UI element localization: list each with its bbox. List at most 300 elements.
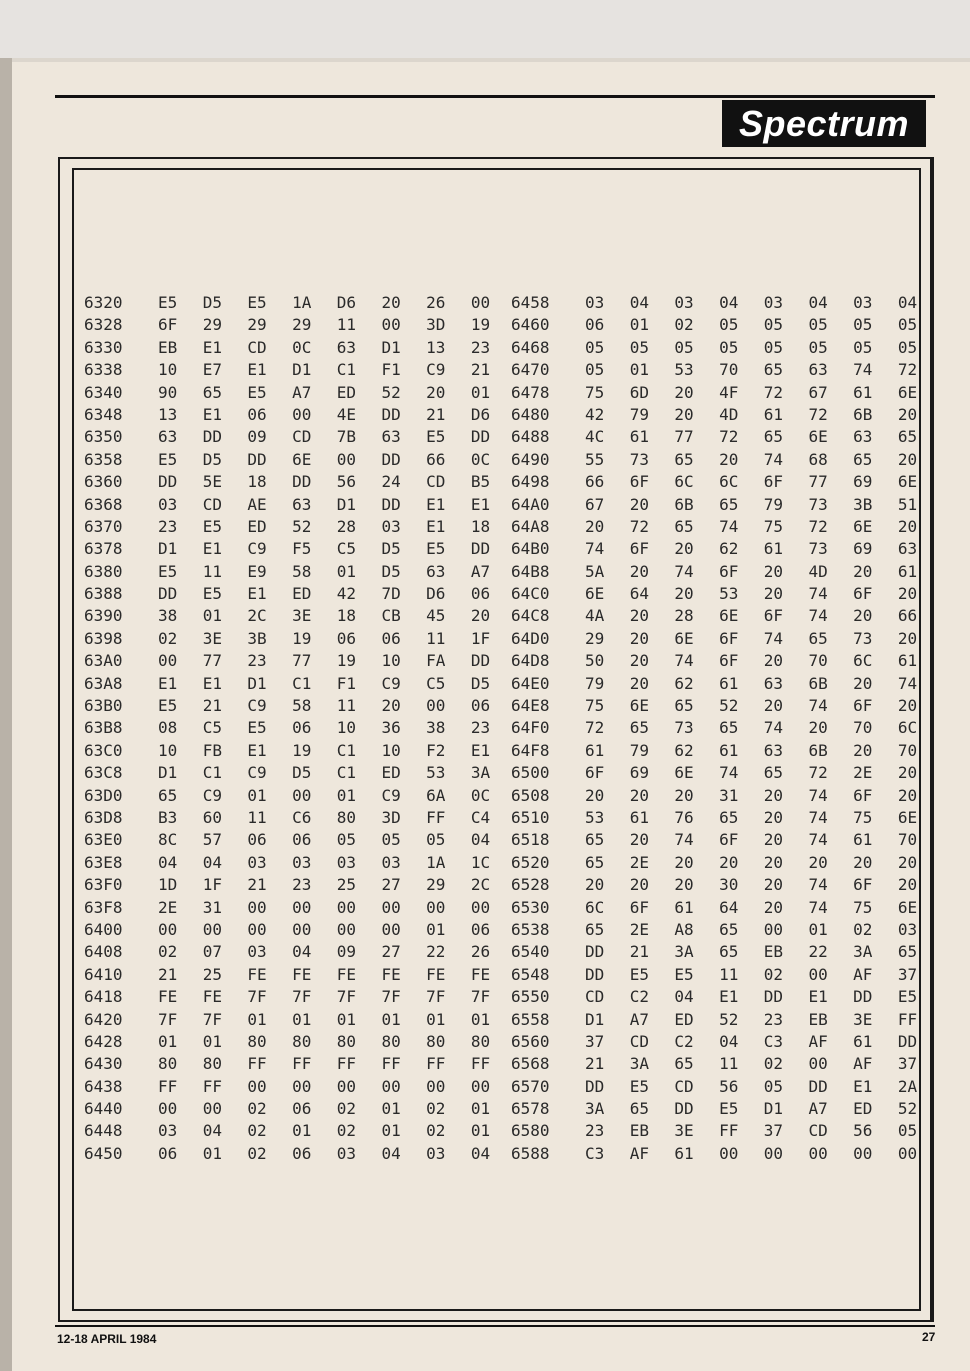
hex-byte: 06 xyxy=(292,1143,312,1163)
hex-byte: 70 xyxy=(853,718,873,738)
hex-byte: 29 xyxy=(247,315,267,335)
hex-address: 64C8 xyxy=(511,606,550,626)
hex-byte: E5 xyxy=(247,293,267,312)
hex-byte: 6F xyxy=(719,628,739,648)
hex-address: 6340 xyxy=(84,382,123,402)
hex-row xyxy=(511,426,943,448)
hex-byte: 4A xyxy=(585,606,605,626)
hex-row xyxy=(84,785,516,807)
hex-row xyxy=(511,449,943,471)
hex-byte: 22 xyxy=(426,942,446,962)
hex-byte: 20 xyxy=(763,651,784,671)
hex-byte: 75 xyxy=(585,696,605,716)
hex-byte: ED xyxy=(292,584,312,604)
hex-byte: 00 xyxy=(719,1143,739,1163)
hex-address: 6350 xyxy=(84,427,123,447)
hex-byte: 74 xyxy=(808,785,828,805)
hex-byte: 80 xyxy=(336,807,357,827)
hex-byte: 04 xyxy=(470,830,491,850)
hex-byte: 19 xyxy=(336,651,357,671)
hex-row xyxy=(84,628,516,650)
hex-byte: 11 xyxy=(202,561,222,581)
hex-byte: DD xyxy=(853,987,873,1007)
hex-byte: 05 xyxy=(853,337,873,357)
hex-byte: 00 xyxy=(292,919,312,939)
hex-byte: 18 xyxy=(336,606,357,626)
hex-byte: 27 xyxy=(381,875,401,895)
hex-byte: 03 xyxy=(381,852,401,872)
hex-row xyxy=(84,561,516,583)
hex-byte: 63 xyxy=(897,539,918,559)
hex-byte: CD xyxy=(292,427,312,447)
hex-byte: 01 xyxy=(470,382,491,402)
hex-byte: 75 xyxy=(853,897,873,917)
hex-row xyxy=(84,852,516,874)
hex-byte: C9 xyxy=(247,539,267,559)
hex-byte: 63 xyxy=(763,673,784,693)
hex-byte: E5 xyxy=(158,561,178,581)
hex-byte: 65 xyxy=(202,382,222,402)
hex-byte: 00 xyxy=(763,919,784,939)
hex-byte: 03 xyxy=(247,942,267,962)
hex-byte: D1 xyxy=(763,1099,784,1119)
hex-byte: 04 xyxy=(674,987,694,1007)
hex-byte: 01 xyxy=(381,1099,401,1119)
hex-address: 64F8 xyxy=(511,740,550,760)
hex-byte: 20 xyxy=(674,785,694,805)
hex-byte: FE xyxy=(247,964,267,984)
hex-byte: 00 xyxy=(292,1076,312,1096)
hex-byte: 79 xyxy=(629,404,649,424)
hex-address: 6508 xyxy=(511,785,550,805)
hex-byte: 20 xyxy=(381,696,401,716)
hex-byte: 19 xyxy=(470,315,491,335)
hex-byte: 2E xyxy=(629,919,649,939)
hex-byte: 7F xyxy=(336,987,357,1007)
hex-byte: 72 xyxy=(719,427,739,447)
hex-byte: DD xyxy=(381,404,401,424)
hex-byte: 28 xyxy=(336,516,357,536)
hex-row xyxy=(511,852,943,874)
hex-byte: 20 xyxy=(629,875,649,895)
hex-byte: 03 xyxy=(336,1143,357,1163)
hex-byte: 61 xyxy=(763,404,784,424)
hex-byte: 00 xyxy=(897,1143,918,1163)
hex-byte: 6F xyxy=(853,584,873,604)
hex-byte: DD xyxy=(897,1031,918,1051)
hex-byte: 62 xyxy=(674,740,694,760)
hex-byte: 74 xyxy=(763,449,784,469)
hex-row xyxy=(84,292,516,314)
hex-byte: 67 xyxy=(808,382,828,402)
hex-byte: 3E xyxy=(674,1121,694,1141)
hex-row xyxy=(511,874,943,896)
hex-byte: 1D xyxy=(158,875,178,895)
hex-byte: 05 xyxy=(585,337,605,357)
hex-byte: 20 xyxy=(897,696,918,716)
hex-byte: 06 xyxy=(470,584,491,604)
hex-byte: 74 xyxy=(897,673,918,693)
hex-byte: FF xyxy=(470,1054,491,1074)
hex-byte: FF xyxy=(158,1076,178,1096)
hex-byte: D1 xyxy=(336,494,357,514)
hex-row xyxy=(511,986,943,1008)
hex-byte: ED xyxy=(674,1009,694,1029)
hex-byte: E1 xyxy=(202,673,222,693)
hex-byte: E5 xyxy=(158,449,178,469)
hex-address: 6388 xyxy=(84,584,123,604)
hex-byte: 6F xyxy=(629,897,649,917)
hex-byte: 6E xyxy=(897,897,918,917)
hex-byte: E5 xyxy=(202,516,222,536)
hex-byte: 06 xyxy=(247,404,267,424)
hex-byte: 6E xyxy=(629,696,649,716)
hex-byte: 29 xyxy=(202,315,222,335)
hex-row xyxy=(511,829,943,851)
hex-row xyxy=(511,650,943,672)
hex-byte: 20 xyxy=(853,852,873,872)
hex-byte: C5 xyxy=(202,718,222,738)
hex-byte: 65 xyxy=(158,785,178,805)
hex-byte: 20 xyxy=(674,852,694,872)
hex-byte: 52 xyxy=(381,382,401,402)
hex-byte: 01 xyxy=(426,919,446,939)
hex-row xyxy=(511,337,943,359)
hex-byte: D1 xyxy=(158,539,178,559)
hex-byte: 04 xyxy=(719,1031,739,1051)
hex-byte: D1 xyxy=(292,360,312,380)
hex-byte: 05 xyxy=(763,337,784,357)
hex-byte: E5 xyxy=(426,427,446,447)
hex-byte: 10 xyxy=(158,360,178,380)
hex-byte: 6B xyxy=(808,673,828,693)
hex-byte: 00 xyxy=(202,1099,222,1119)
hex-byte: CD xyxy=(247,337,267,357)
hex-row xyxy=(511,717,943,739)
hex-row xyxy=(511,404,943,426)
hex-byte: 00 xyxy=(381,919,401,939)
hex-byte: 10 xyxy=(158,740,178,760)
hex-byte: 72 xyxy=(585,718,605,738)
hex-byte: 6F xyxy=(719,561,739,581)
hex-byte: 74 xyxy=(719,763,739,783)
hex-address: 6500 xyxy=(511,763,550,783)
hex-byte: 03 xyxy=(292,852,312,872)
hex-byte: 20 xyxy=(585,516,605,536)
hex-address: 63A8 xyxy=(84,673,123,693)
hex-byte: 69 xyxy=(629,763,649,783)
hex-byte: 20 xyxy=(381,293,401,312)
hex-byte: 73 xyxy=(808,539,828,559)
hex-address: 6498 xyxy=(511,472,550,492)
hex-byte: FE xyxy=(381,964,401,984)
hex-byte: 21 xyxy=(247,875,267,895)
hex-byte: 04 xyxy=(719,293,739,312)
hex-byte: 19 xyxy=(292,628,312,648)
hex-row xyxy=(84,650,516,672)
hex-row xyxy=(84,538,516,560)
hex-byte: 31 xyxy=(202,897,222,917)
hex-row xyxy=(84,1009,516,1031)
hex-byte: 01 xyxy=(336,1009,357,1029)
hex-byte: 65 xyxy=(763,360,784,380)
hex-byte: FE xyxy=(292,964,312,984)
hex-byte: 01 xyxy=(202,606,222,626)
hex-row xyxy=(84,964,516,986)
hex-byte: 4C xyxy=(585,427,605,447)
hex-byte: DD xyxy=(470,427,491,447)
hex-byte: 13 xyxy=(426,337,446,357)
hex-byte: E1 xyxy=(426,516,446,536)
hex-byte: FF xyxy=(897,1009,918,1029)
hex-byte: 3D xyxy=(426,315,446,335)
hex-address: 63D0 xyxy=(84,785,123,805)
hex-byte: 37 xyxy=(897,964,918,984)
hex-byte: 20 xyxy=(853,561,873,581)
hex-byte: D1 xyxy=(585,1009,605,1029)
hex-byte: 74 xyxy=(808,606,828,626)
hex-byte: 02 xyxy=(853,919,873,939)
hex-byte: 06 xyxy=(292,718,312,738)
hex-row xyxy=(84,807,516,829)
hex-byte: 65 xyxy=(719,919,739,939)
hex-row xyxy=(511,807,943,829)
hex-byte: DD xyxy=(381,494,401,514)
hex-byte: 2A xyxy=(897,1076,918,1096)
hex-byte: DD xyxy=(808,1076,828,1096)
hex-byte: 65 xyxy=(674,516,694,536)
hex-byte: 06 xyxy=(292,1099,312,1119)
hex-byte: CD xyxy=(629,1031,649,1051)
hex-byte: 64 xyxy=(719,897,739,917)
hex-byte: 03 xyxy=(674,293,694,312)
hex-byte: 3A xyxy=(629,1054,649,1074)
hex-byte: 25 xyxy=(336,875,357,895)
hex-byte: 65 xyxy=(629,1099,649,1119)
hex-byte: FA xyxy=(426,651,446,671)
hex-byte: 00 xyxy=(381,897,401,917)
hex-byte: 73 xyxy=(853,628,873,648)
hex-byte: 04 xyxy=(202,1121,222,1141)
hex-byte: 53 xyxy=(585,807,605,827)
hex-row xyxy=(511,785,943,807)
hex-byte: 30 xyxy=(719,875,739,895)
hex-byte: 65 xyxy=(585,919,605,939)
hex-byte: 70 xyxy=(897,830,918,850)
hex-byte: 01 xyxy=(381,1009,401,1029)
hex-address: 6550 xyxy=(511,987,550,1007)
hex-byte: 7B xyxy=(336,427,357,447)
hex-byte: 65 xyxy=(719,494,739,514)
hex-byte: 6E xyxy=(897,382,918,402)
hex-byte: 05 xyxy=(719,337,739,357)
hex-byte: C1 xyxy=(336,763,357,783)
hex-byte: 6F xyxy=(763,472,784,492)
hex-byte: 58 xyxy=(292,696,312,716)
hex-byte: 13 xyxy=(158,404,178,424)
hex-byte: 6F xyxy=(853,875,873,895)
hex-byte: 0C xyxy=(292,337,312,357)
hex-byte: E5 xyxy=(247,718,267,738)
hex-row xyxy=(84,673,516,695)
hex-address: 6580 xyxy=(511,1121,550,1141)
hex-byte: 63 xyxy=(158,427,178,447)
hex-byte: 00 xyxy=(202,919,222,939)
hex-byte: 7F xyxy=(381,987,401,1007)
hex-byte: E5 xyxy=(158,293,178,312)
hex-row xyxy=(84,1098,516,1120)
hex-byte: 03 xyxy=(247,852,267,872)
hex-byte: 5A xyxy=(585,561,605,581)
hex-address: 6348 xyxy=(84,404,123,424)
hex-byte: 00 xyxy=(381,1076,401,1096)
hex-byte: 06 xyxy=(292,830,312,850)
hex-byte: 61 xyxy=(853,1031,873,1051)
hex-byte: 79 xyxy=(763,494,784,514)
hex-byte: 69 xyxy=(853,472,873,492)
hex-byte: C1 xyxy=(292,673,312,693)
hex-byte: C2 xyxy=(674,1031,694,1051)
hex-byte: 31 xyxy=(719,785,739,805)
hex-byte: 0C xyxy=(470,449,491,469)
hex-byte: 8C xyxy=(158,830,178,850)
hex-byte: 27 xyxy=(381,942,401,962)
hex-byte: 3E xyxy=(853,1009,873,1029)
hex-address: 6378 xyxy=(84,539,123,559)
hex-byte: 80 xyxy=(247,1031,267,1051)
hex-byte: 65 xyxy=(808,628,828,648)
hex-byte: 05 xyxy=(719,315,739,335)
hex-listing-right-column xyxy=(511,292,943,1165)
hex-byte: 6F xyxy=(585,763,605,783)
hex-byte: 03 xyxy=(853,293,873,312)
hex-row xyxy=(84,449,516,471)
hex-row xyxy=(511,583,943,605)
hex-byte: 2E xyxy=(629,852,649,872)
hex-byte: 6C xyxy=(719,472,739,492)
hex-row xyxy=(84,762,516,784)
hex-row xyxy=(84,1076,516,1098)
hex-byte: 52 xyxy=(292,516,312,536)
hex-byte: B3 xyxy=(158,807,178,827)
hex-byte: 75 xyxy=(585,382,605,402)
hex-byte: 04 xyxy=(808,293,828,312)
hex-byte: 3A xyxy=(470,763,491,783)
hex-byte: 00 xyxy=(426,897,446,917)
hex-byte: 66 xyxy=(897,606,918,626)
hex-byte: 20 xyxy=(763,696,784,716)
hex-byte: 02 xyxy=(426,1099,446,1119)
hex-byte: 20 xyxy=(585,785,605,805)
hex-byte: 20 xyxy=(897,628,918,648)
hex-address: 6360 xyxy=(84,472,123,492)
hex-byte: F1 xyxy=(336,673,357,693)
hex-byte: 00 xyxy=(426,696,446,716)
hex-byte: 20 xyxy=(470,606,491,626)
hex-byte: AF xyxy=(853,1054,873,1074)
hex-byte: 74 xyxy=(808,897,828,917)
hex-byte: 77 xyxy=(674,427,694,447)
hex-byte: F5 xyxy=(292,539,312,559)
hex-byte: 6F xyxy=(853,696,873,716)
hex-byte: EB xyxy=(158,337,178,357)
hex-byte: 79 xyxy=(585,673,605,693)
hex-byte: FF xyxy=(381,1054,401,1074)
hex-byte: 00 xyxy=(470,897,491,917)
hex-address: 63E0 xyxy=(84,830,123,850)
hex-byte: E1 xyxy=(470,494,491,514)
hex-byte: C9 xyxy=(381,785,401,805)
hex-byte: 20 xyxy=(763,830,784,850)
hex-byte: 00 xyxy=(292,785,312,805)
hex-byte: 01 xyxy=(381,1121,401,1141)
hex-byte: 04 xyxy=(292,942,312,962)
hex-byte: 20 xyxy=(763,875,784,895)
hex-byte: D1 xyxy=(381,337,401,357)
hex-address: 6450 xyxy=(84,1143,123,1163)
hex-byte: 00 xyxy=(853,1143,873,1163)
hex-byte: AE xyxy=(247,494,267,514)
hex-byte: 21 xyxy=(470,360,491,380)
hex-byte: 3A xyxy=(853,942,873,962)
hex-byte: 02 xyxy=(158,628,178,648)
hex-byte: 74 xyxy=(585,539,605,559)
hex-byte: 00 xyxy=(426,1076,446,1096)
hex-byte: 52 xyxy=(897,1099,918,1119)
hex-address: 6468 xyxy=(511,337,550,357)
hex-byte: 64 xyxy=(629,584,649,604)
hex-byte: 76 xyxy=(674,807,694,827)
hex-byte: CD xyxy=(426,472,446,492)
hex-byte: 1F xyxy=(202,875,222,895)
hex-byte: 01 xyxy=(202,1031,222,1051)
hex-byte: 68 xyxy=(808,449,828,469)
hex-address: 63C8 xyxy=(84,763,123,783)
hex-byte: 21 xyxy=(426,404,446,424)
hex-row xyxy=(84,426,516,448)
hex-row xyxy=(511,605,943,627)
hex-byte: 61 xyxy=(763,539,784,559)
hex-byte: CD xyxy=(585,987,605,1007)
hex-row xyxy=(511,740,943,762)
hex-byte: 26 xyxy=(426,293,446,312)
hex-address: 6570 xyxy=(511,1076,550,1096)
hex-address: 6400 xyxy=(84,919,123,939)
hex-byte: D5 xyxy=(202,293,222,312)
hex-byte: 61 xyxy=(897,651,918,671)
hex-byte: 02 xyxy=(763,1054,784,1074)
hex-byte: 2C xyxy=(247,606,267,626)
hex-row xyxy=(84,404,516,426)
hex-byte: E1 xyxy=(202,539,222,559)
hex-byte: AF xyxy=(808,1031,828,1051)
hex-byte: 77 xyxy=(808,472,828,492)
hex-byte: FF xyxy=(426,807,446,827)
hex-address: 64E0 xyxy=(511,673,550,693)
hex-row xyxy=(511,941,943,963)
hex-row xyxy=(84,471,516,493)
hex-byte: 63 xyxy=(853,427,873,447)
hex-byte: 20 xyxy=(674,875,694,895)
hex-row xyxy=(84,314,516,336)
hex-row xyxy=(84,1031,516,1053)
hex-byte: 70 xyxy=(897,740,918,760)
hex-byte: 01 xyxy=(470,1009,491,1029)
hex-row xyxy=(511,382,943,404)
hex-byte: 00 xyxy=(292,404,312,424)
hex-byte: 6E xyxy=(674,763,694,783)
hex-address: 63D8 xyxy=(84,807,123,827)
